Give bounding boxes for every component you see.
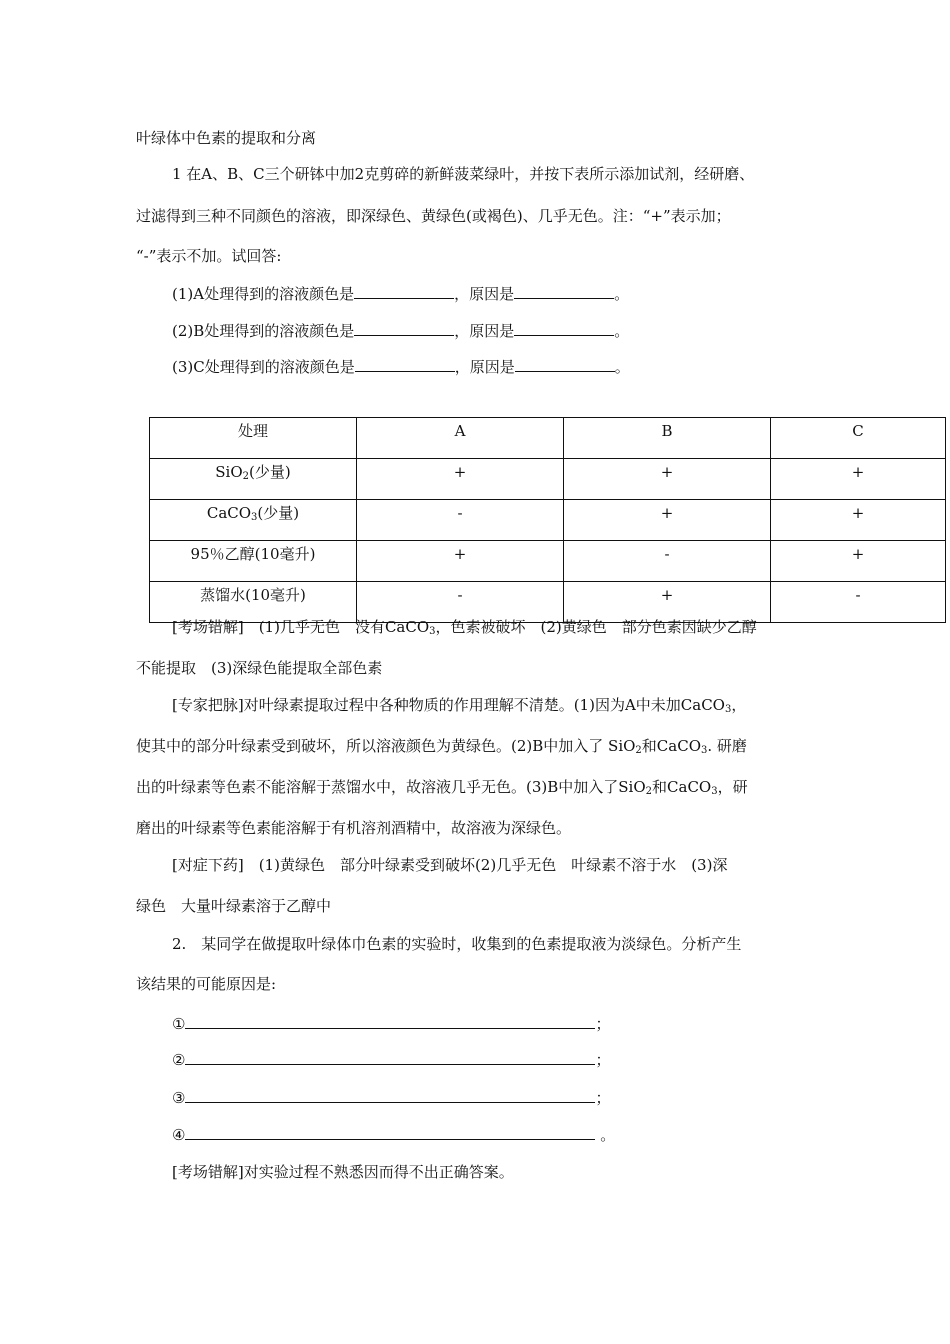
question-2-item: ④ 。: [172, 1126, 616, 1144]
question-2-item: ② ；: [172, 1051, 611, 1069]
table-cell: -: [771, 582, 946, 623]
table-header-cell: B: [564, 418, 771, 459]
expert-analysis: [专家把脉]对叶绿素提取过程中各种物质的作用理解不清楚。(1)因为A中未加CaCO$_3$，: [172, 696, 747, 715]
table-cell: +: [771, 541, 946, 582]
question-2-intro: 该结果的可能原因是:: [136, 975, 277, 993]
table-cell: +: [357, 541, 564, 582]
table-header-cell: A: [357, 418, 564, 459]
expert-analysis: 出的叶绿素等色素不能溶解于蒸馏水中，故溶液几乎无色。(3)B中加入了SiO$_2$和CaCO$_3$，研: [136, 778, 748, 797]
question-1-sub-2: (2)B处理得到的溶液颜色是 ，原因是 。: [172, 322, 630, 340]
table-cell: +: [771, 459, 946, 500]
table-cell: +: [564, 459, 771, 500]
answer-blank[interactable]: [354, 321, 454, 336]
expert-analysis: 使其中的部分叶绿素受到破坏，所以溶液颜色为黄绿色。(2)B中加入了 SiO$_2$和CaCO$_3$. 研磨: [136, 737, 747, 756]
treatment-table: [149, 417, 946, 623]
answer-blank[interactable]: [514, 321, 614, 336]
table-row-label: 蒸馏水(10毫升): [150, 582, 357, 623]
exam-error-answer: 不能提取 (3)深绿色能提取全部色素: [136, 659, 383, 677]
answer-blank[interactable]: [514, 284, 614, 299]
question-1-sub-3: (3)C处理得到的溶液颜色是 ，原因是 。: [172, 358, 630, 376]
answer-blank[interactable]: [515, 357, 615, 372]
table-header-cell: C: [771, 418, 946, 459]
question-2-intro: 2. 某同学在做提取叶绿体巾色素的实验时，收集到的色素提取液为淡绿色。分析产生: [172, 935, 742, 953]
table-cell: +: [771, 500, 946, 541]
answer-blank[interactable]: [185, 1088, 595, 1103]
table-header-row: [150, 418, 946, 459]
table-row: [150, 459, 946, 500]
table-cell: +: [564, 500, 771, 541]
table-row-label: CaCO$_3$(少量): [150, 500, 357, 541]
table-cell: -: [564, 541, 771, 582]
exam-error-answer: [考场错解]对实验过程不熟悉因而得不出正确答案。: [172, 1163, 514, 1181]
answer-blank[interactable]: [185, 1050, 595, 1065]
question-2-item: ① ；: [172, 1015, 611, 1033]
question-2-item: ③ ；: [172, 1089, 611, 1107]
table-cell: +: [564, 582, 771, 623]
table-row-label: SiO$_2$(少量): [150, 459, 357, 500]
table-row-label: 95％乙醇(10毫升): [150, 541, 357, 582]
page-title: 叶绿体中色素的提取和分离: [136, 129, 317, 147]
table-cell: -: [357, 500, 564, 541]
answer-blank[interactable]: [355, 357, 455, 372]
answer-blank[interactable]: [354, 284, 454, 299]
question-1-intro: 过滤得到三种不同颜色的溶液，即深绿色、黄绿色(或褐色)、几乎无色。注：“+”表示加；: [136, 207, 731, 225]
table-row: [150, 541, 946, 582]
remedy-answer: 绿色 大量叶绿素溶于乙醇中: [136, 897, 332, 915]
answer-blank[interactable]: [185, 1125, 595, 1140]
expert-analysis: 磨出的叶绿素等色素能溶解于有机溶剂酒精中，故溶液为深绿色。: [136, 819, 572, 837]
table-cell: +: [357, 459, 564, 500]
answer-blank[interactable]: [185, 1014, 595, 1029]
remedy-answer: [对症下药] (1)黄绿色 部分叶绿素受到破坏(2)几乎无色 叶绿素不溶于水 (3)深: [172, 856, 728, 874]
question-1-intro: 1 在A、B、C三个研钵中加2克剪碎的新鲜菠菜绿叶，并按下表所示添加试剂，经研磨、: [172, 165, 755, 183]
question-1-intro: “-”表示不加。试回答:: [136, 247, 282, 265]
exam-error-answer: [考场错解] (1)几乎无色 没有CaCO$_3$，色素被破坏 (2)黄绿色 部分色素因缺少乙醇: [172, 618, 757, 637]
table-row: [150, 500, 946, 541]
table-header-cell: 处理: [150, 418, 357, 459]
table-cell: -: [357, 582, 564, 623]
question-1-sub-1: (1)A处理得到的溶液颜色是 ，原因是 。: [172, 285, 630, 303]
